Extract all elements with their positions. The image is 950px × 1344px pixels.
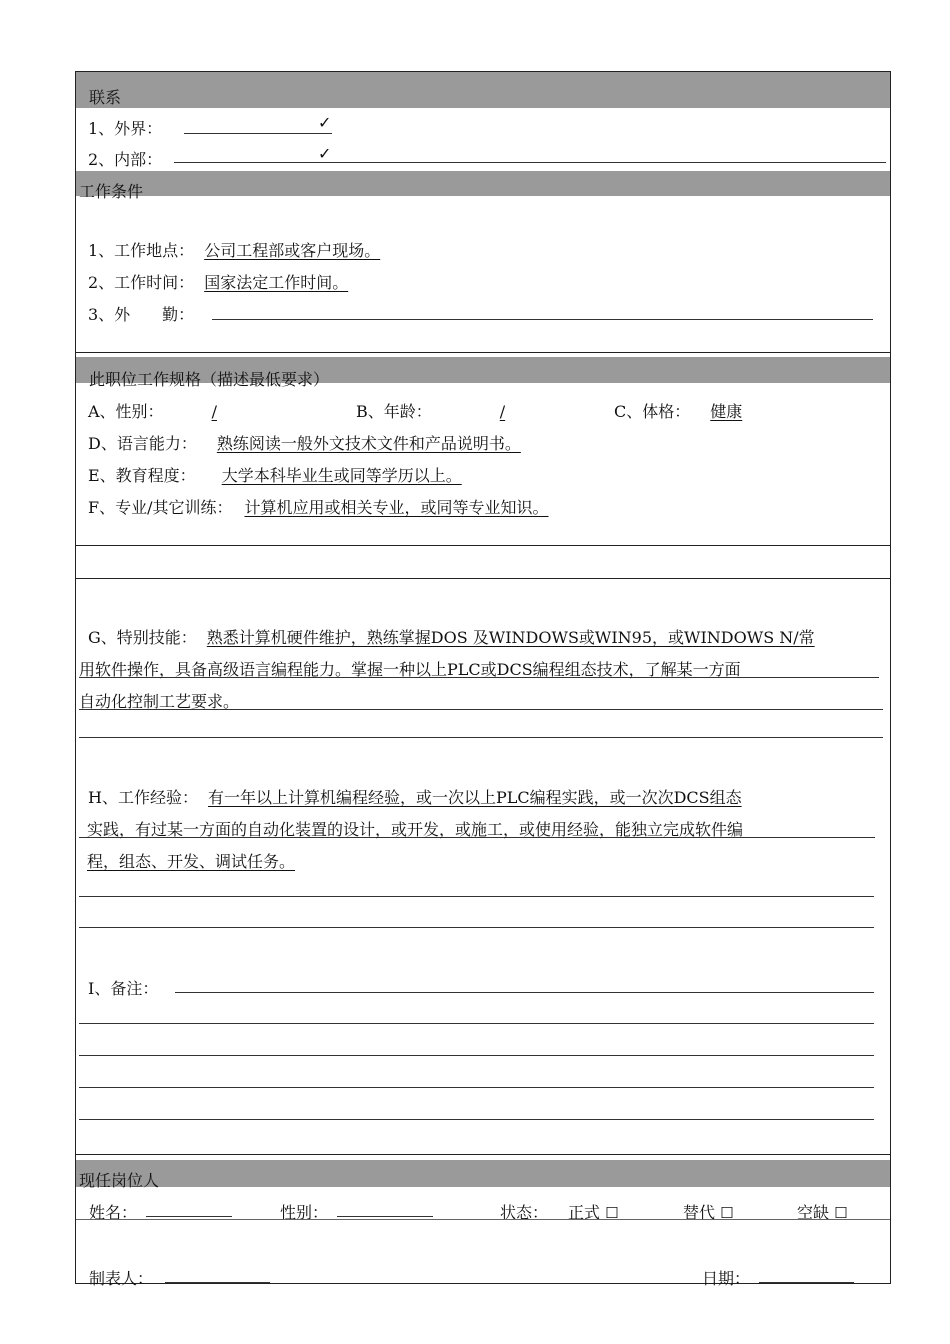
external-contact-field[interactable] xyxy=(184,133,332,134)
remarks-line[interactable] xyxy=(79,1087,874,1088)
internal-contact-field[interactable] xyxy=(174,162,886,163)
form-maker-field[interactable] xyxy=(165,1282,270,1283)
training-row: F、专业/其它训练： 计算机应用或相关专业，或同等专业知识。 xyxy=(88,495,553,518)
section-divider xyxy=(76,1154,890,1155)
right-border-segment xyxy=(890,196,891,254)
section-divider xyxy=(76,352,890,353)
incumbent-name-label: 姓名： xyxy=(89,1203,138,1222)
checkbox-icon[interactable]: ☐ xyxy=(834,1204,848,1222)
internal-contact-label: 2、内部： xyxy=(88,150,163,169)
remarks-line[interactable] xyxy=(79,1119,874,1120)
physique-row: C、体格： 健康 xyxy=(614,399,842,422)
field-work-field[interactable] xyxy=(212,319,873,320)
experience-line-2[interactable] xyxy=(79,817,875,838)
experience-blank-line[interactable] xyxy=(79,896,874,897)
work-time-value[interactable]: 国家法定工作时间。 xyxy=(204,273,349,292)
experience-line-3 xyxy=(79,849,299,872)
age-row: B、年龄： / xyxy=(356,399,556,422)
checkbox-icon[interactable]: ☐ xyxy=(720,1204,734,1222)
education-value[interactable]: 大学本科毕业生或同等学历以上。 xyxy=(221,466,462,485)
form-maker-label: 制表人： xyxy=(89,1269,154,1288)
skills-line-2[interactable] xyxy=(79,657,879,678)
status-label: 状态： xyxy=(500,1203,549,1222)
age-value[interactable]: / xyxy=(499,402,506,421)
language-row: D、语言能力： 熟练阅读一般外文技术文件和产品说明书。 xyxy=(88,431,525,454)
incumbent-gender-label: 性别： xyxy=(280,1203,329,1222)
skills-blank-line[interactable] xyxy=(79,737,883,738)
training-value[interactable]: 计算机应用或相关专业，或同等专业知识。 xyxy=(244,498,549,517)
remarks-label: I、备注： xyxy=(88,979,159,998)
experience-blank-line[interactable] xyxy=(79,927,874,928)
incumbent-header-band xyxy=(76,1160,890,1187)
spec-title: 此职位工作规格（描述最低要求） xyxy=(89,370,330,389)
date-field[interactable] xyxy=(759,1282,854,1283)
education-row: E、教育程度： 大学本科毕业生或同等学历以上。 xyxy=(88,463,466,486)
skills-text-3: 自动化控制工艺要求。 xyxy=(79,692,240,711)
work-time-label: 2、工作时间： 国家法定工作时间。 xyxy=(88,270,354,293)
gender-value[interactable]: / xyxy=(211,402,217,421)
status-formal[interactable]: 正式 ☐ xyxy=(568,1203,619,1222)
external-check-icon: ✓ xyxy=(318,113,332,132)
skills-label: G、特别技能： xyxy=(88,628,197,647)
remarks-line[interactable] xyxy=(79,1023,874,1024)
incumbent-name-field[interactable] xyxy=(146,1216,232,1217)
skills-text-2: 用软件操作，具备高级语言编程能力。掌握一种以上PLC或DCS编程组态技术，了解某一方面 xyxy=(79,660,741,679)
section-divider xyxy=(76,545,890,546)
experience-line-1 xyxy=(88,785,742,808)
date-label: 日期： xyxy=(702,1269,751,1288)
checkbox-icon[interactable]: ☐ xyxy=(605,1204,619,1222)
conditions-header-band xyxy=(76,171,890,196)
external-contact-label: 1、外界： xyxy=(88,119,163,138)
remarks-line[interactable] xyxy=(79,1055,874,1056)
section-divider xyxy=(76,578,890,579)
conditions-title: 工作条件 xyxy=(79,182,144,201)
internal-check-icon: ✓ xyxy=(318,144,332,163)
work-place-value[interactable]: 公司工程部或客户现场。 xyxy=(204,241,381,260)
incumbent-title: 现任岗位人 xyxy=(79,1171,160,1190)
experience-text-2: 实践，有过某一方面的自动化装置的设计，或开发，或施工，或使用经验，能独立完成软件编 xyxy=(87,820,744,839)
skills-line-1 xyxy=(88,625,815,648)
experience-label: H、工作经验： xyxy=(88,788,198,807)
skills-text-1[interactable]: 熟悉计算机硬件维护，熟练掌握DOS 及WINDOWS或WIN95，或WINDOWS N/常 xyxy=(206,628,815,647)
remarks-line[interactable] xyxy=(175,992,874,993)
physique-value[interactable]: 健康 xyxy=(710,402,743,421)
gender-row: A、性别： / xyxy=(88,399,278,422)
row-divider xyxy=(76,1219,890,1220)
status-vacant[interactable]: 空缺 ☐ xyxy=(797,1203,848,1222)
status-substitute[interactable]: 替代 ☐ xyxy=(683,1203,734,1222)
field-work-label: 3、外 勤： xyxy=(88,305,195,324)
work-place-label: 1、工作地点： 公司工程部或客户现场。 xyxy=(88,238,384,261)
contact-title: 联系 xyxy=(89,88,122,107)
skills-line-3[interactable] xyxy=(79,689,883,710)
incumbent-gender-field[interactable] xyxy=(337,1216,433,1217)
experience-text-1[interactable]: 有一年以上计算机编程经验，或一次以上PLC编程实践，或一次次DCS组态 xyxy=(207,788,742,807)
language-value[interactable]: 熟练阅读一般外文技术文件和产品说明书。 xyxy=(216,434,521,453)
contact-header-band xyxy=(76,72,890,108)
experience-text-3[interactable]: 程，组态、开发、调试任务。 xyxy=(87,852,296,871)
